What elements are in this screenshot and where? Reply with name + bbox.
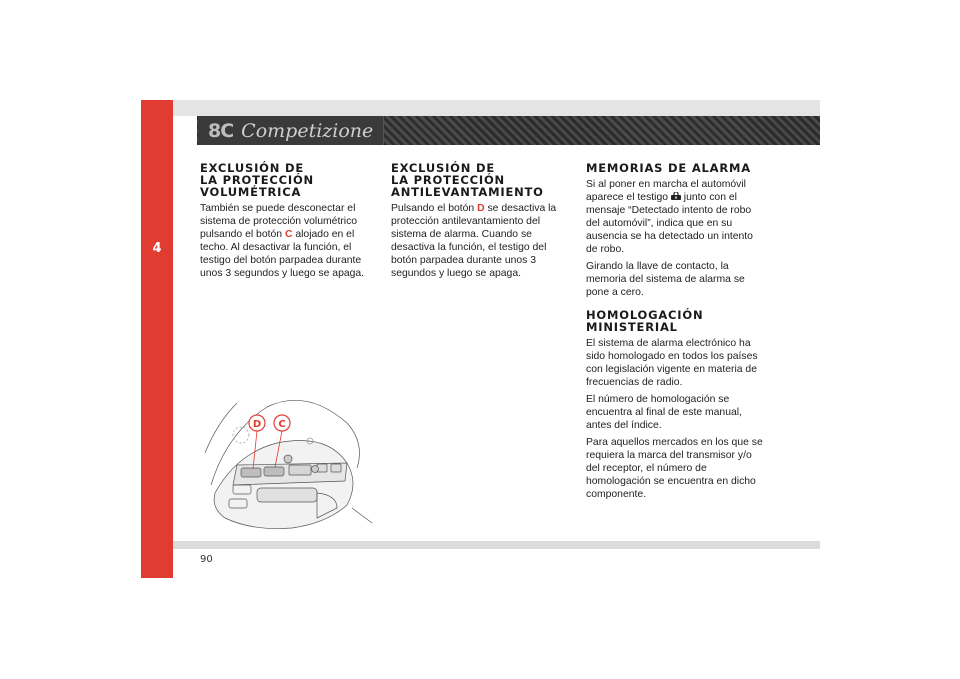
page-number: 90 xyxy=(200,554,213,565)
logo-name: Competizione xyxy=(241,119,374,142)
section-volumetric xyxy=(200,162,375,284)
section-title: EXCLUSIÓN DE LA PROTECCIÓN VOLUMÉTRICA xyxy=(200,161,314,199)
section-antilift xyxy=(391,162,566,284)
label-d: D xyxy=(252,419,262,430)
chapter-tab xyxy=(141,100,173,578)
chapter-number: 4 xyxy=(152,241,162,256)
roof-console-illustration xyxy=(197,393,377,535)
button-ref-c: C xyxy=(284,229,293,240)
body-text: Si al poner en marcha el automóvil aparece el testigo junto con el mensaje “Detectado intento de robo del automóvil”, indica que en su ausencia se ha detectado un intento de robo. xyxy=(586,179,753,255)
body-text: También se puede desconectar el sistema de protección volumétrico pulsando el botón C alojado en el techo. Al desactivar la función, el testigo del botón parpadea durante unos 3 segundos y luego se apaga. xyxy=(200,203,365,279)
button-ref-d: D xyxy=(477,203,485,214)
footer-band xyxy=(173,541,820,549)
car-lock-icon xyxy=(671,192,681,201)
section-title: MEMORIAS DE ALARMA xyxy=(586,161,751,175)
body-text: El número de homologación se encuentra al final de este manual, antes del índice. xyxy=(586,394,742,431)
logo-8c: 8C xyxy=(208,119,234,142)
section-title: EXCLUSIÓN DE LA PROTECCIÓN ANTILEVANTAMIENTO xyxy=(391,161,544,199)
section-title: HOMOLOGACIÓN MINISTERIAL xyxy=(586,308,704,334)
body-text: El sistema de alarma electrónico ha sido homologado en todos los países con legislación vigente en materia de frecuencias de radio. xyxy=(586,338,758,388)
header-band xyxy=(173,100,820,116)
label-c: C xyxy=(278,419,286,430)
body-text: Girando la llave de contacto, la memoria del sistema de alarma se pone a cero. xyxy=(586,261,745,298)
section-alarm-memory xyxy=(586,162,766,505)
body-text: Para aquellos mercados en los que se requiera la marca del transmisor y/o del receptor, el número de homologación se encuentra en dicho componente. xyxy=(586,437,763,500)
brand-logo xyxy=(198,116,384,145)
body-text: Pulsando el botón D se desactiva la protección antilevantamiento del sistema de alarma. Cuando se desactiva la función, el testigo del botón parpadea durante unos 3 segundos y luego se apaga. xyxy=(391,203,557,279)
